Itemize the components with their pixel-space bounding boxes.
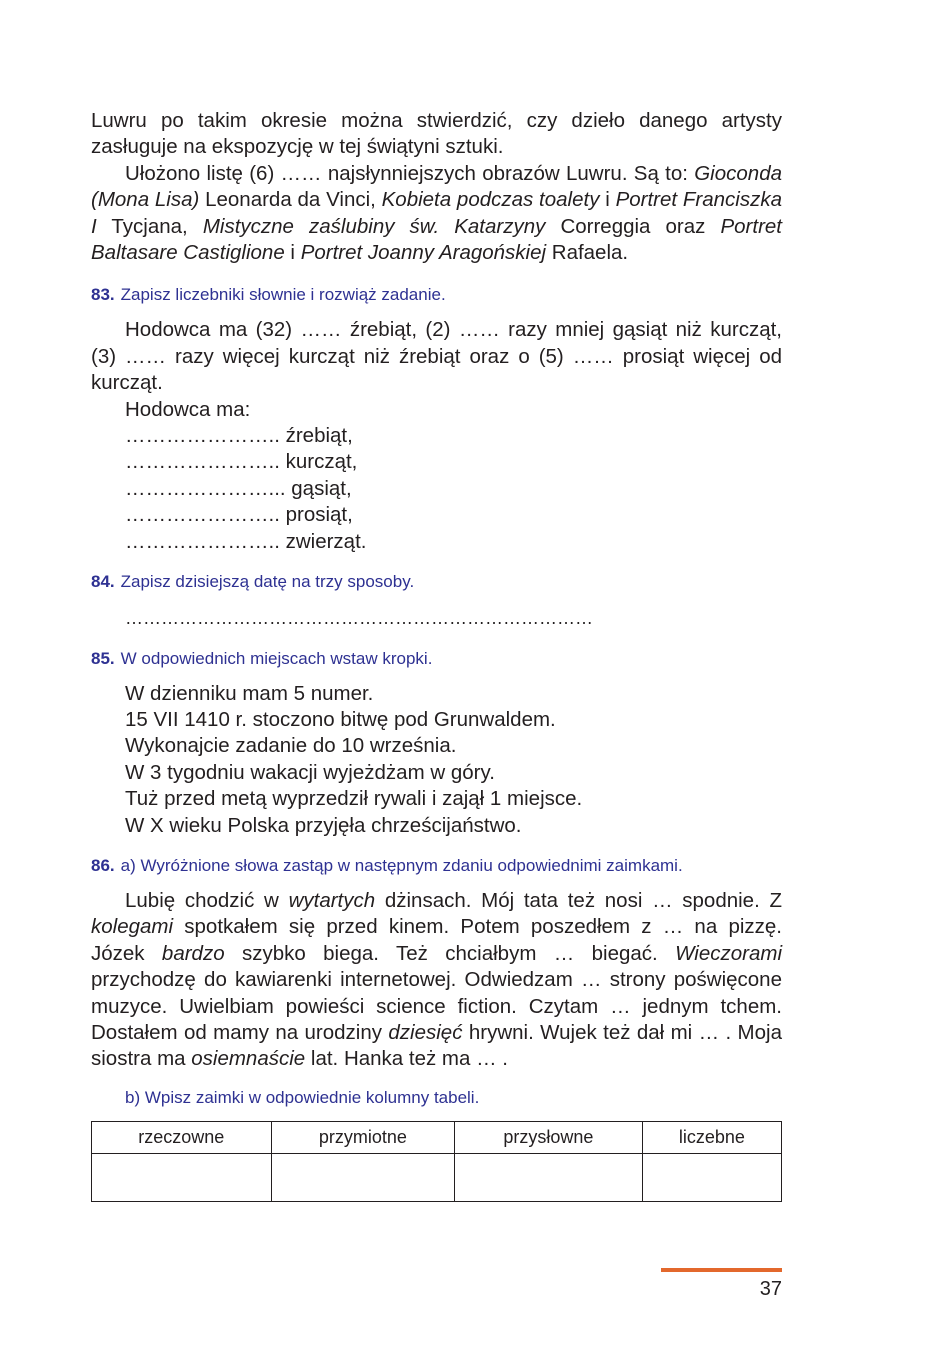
answer-line: …………………... gąsiąt, <box>125 476 352 500</box>
task-86-heading <box>91 855 782 877</box>
task-84-heading <box>91 571 782 593</box>
task-instruction: Zapisz liczebniki słownie i rozwiąż zadanie. <box>120 285 446 305</box>
text-run: Lubię chodzić w <box>125 888 289 912</box>
page-accent-bar <box>661 1268 782 1272</box>
sentence: Wykonajcie zadanie do 10 września. <box>125 734 457 758</box>
sentence: 15 VII 1410 r. stoczono bitwę pod Grunwaldem. <box>125 707 556 731</box>
table-row <box>92 1153 782 1201</box>
task-83-answers <box>91 397 782 555</box>
page-content <box>91 108 782 1202</box>
sentence: W dzienniku mam 5 numer. <box>125 681 374 705</box>
highlighted-word: Wieczorami <box>675 941 782 965</box>
text-run: hrywni. Wujek też dał mi … . Moja siostra ma <box>91 1020 782 1071</box>
task-number: 85. <box>91 648 115 668</box>
text-run: i <box>284 241 301 265</box>
answer-line: ………………….. prosiąt, <box>125 503 353 527</box>
task-83-heading <box>91 284 782 306</box>
text-run: przychodzę do kawiarenki internetowej. Odwiedzam … strony poświęcone muzyce. Uwielbiam powieści science fiction. Czytam … jednym tchem. Dostałem od mamy na urodziny <box>91 968 782 1044</box>
answer-line: ………………….. kurcząt, <box>125 450 358 474</box>
highlighted-word: osiemnaście <box>191 1047 306 1071</box>
highlighted-word: kolegami <box>91 915 174 939</box>
painting-title: Mistyczne zaślubiny św. Katarzyny <box>202 214 546 238</box>
date-answer-line: …………………………………………………………………… <box>125 608 593 629</box>
intro-paragraph-2 <box>91 161 782 267</box>
table-cell[interactable] <box>92 1153 272 1201</box>
text-run: szybko biega. Też chciałbym … biegać. <box>224 941 676 965</box>
task-86-subtask-b: b) Wpisz zaimki w odpowiednie kolumny tabeli. <box>125 1087 480 1107</box>
task-number: 84. <box>91 572 115 592</box>
text-run: Correggia oraz <box>545 214 721 238</box>
intro-text: Luwru po takim okresie można stwierdzić, czy dzieło danego artysty zasługuje na ekspozycję w tej świątyni sztuki. <box>91 109 782 159</box>
text-run: i <box>599 188 616 212</box>
pronoun-table <box>91 1121 782 1202</box>
column-header: przysłowne <box>455 1121 643 1153</box>
text-run: Leonarda da Vinci, <box>199 188 382 212</box>
task-number: 83. <box>91 285 115 305</box>
task-number: 86. <box>91 855 115 875</box>
sentence: Tuż przed metą wyprzedził rywali i zajął 1 miejsce. <box>125 787 583 811</box>
table-header-row <box>92 1121 782 1153</box>
column-header: przymiotne <box>271 1121 455 1153</box>
painting-title: Gioconda (Mona Lisa) <box>91 161 782 212</box>
task-86-text <box>91 888 782 1073</box>
table-cell[interactable] <box>271 1153 455 1201</box>
highlighted-word: wytartych <box>288 888 376 912</box>
answer-lead: Hodowca ma: <box>125 397 251 421</box>
painting-title: Kobieta podczas toalety <box>381 188 600 212</box>
sentence: W 3 tygodniu wakacji wyjeżdżam w góry. <box>125 760 495 784</box>
answer-line: ………………….. źrebiąt, <box>125 424 353 448</box>
text-run: spotkałem się przed kinem. Potem poszedłem z … na pizzę. Józek <box>91 915 782 965</box>
text-run: Tycjana, <box>96 214 203 238</box>
column-header: rzeczowne <box>92 1121 272 1153</box>
table-cell[interactable] <box>642 1153 781 1201</box>
task-instruction: W odpowiednich miejscach wstaw kropki. <box>120 648 433 668</box>
table-cell[interactable] <box>455 1153 643 1201</box>
painting-title: Portret Baltasare Castiglione <box>91 214 782 265</box>
column-header: liczebne <box>642 1121 781 1153</box>
painting-title: Portret Franciszka I <box>91 188 782 238</box>
painting-title: Portret Joanny Aragońskiej <box>300 241 547 265</box>
page-number: 37 <box>759 1278 782 1300</box>
task-84-answer <box>91 605 782 631</box>
answer-line: ………………….. zwierząt. <box>125 529 367 553</box>
text-run: lat. Hanka też ma … . <box>305 1047 509 1071</box>
task-85-sentences <box>91 681 782 839</box>
highlighted-word: dziesięć <box>388 1020 463 1044</box>
text-run: dżinsach. Mój tata też nosi … spodnie. Z <box>375 888 782 912</box>
text-run: Ułożono listę (6) …… najsłynniejszych obrazów Luwru. Są to: <box>125 161 695 185</box>
highlighted-word: bardzo <box>161 941 225 965</box>
task-83-text: Hodowca ma (32) …… źrebiąt, (2) …… razy mniej gąsiąt niż kurcząt, (3) …… razy więcej kurcząt niż źrebiąt oraz o (5) …… prosiąt więcej od kurcząt. <box>91 318 782 395</box>
text-run: Rafaela. <box>546 241 629 265</box>
task-instruction: Zapisz dzisiejszą datę na trzy sposoby. <box>120 572 415 592</box>
task-85-heading <box>91 648 782 670</box>
task-instruction: a) Wyróżnione słowa zastąp w następnym zdaniu odpowiednimi zaimkami. <box>120 855 683 875</box>
intro-paragraph-1 <box>91 108 782 161</box>
sentence: W X wieku Polska przyjęła chrześcijaństwo. <box>125 813 522 837</box>
